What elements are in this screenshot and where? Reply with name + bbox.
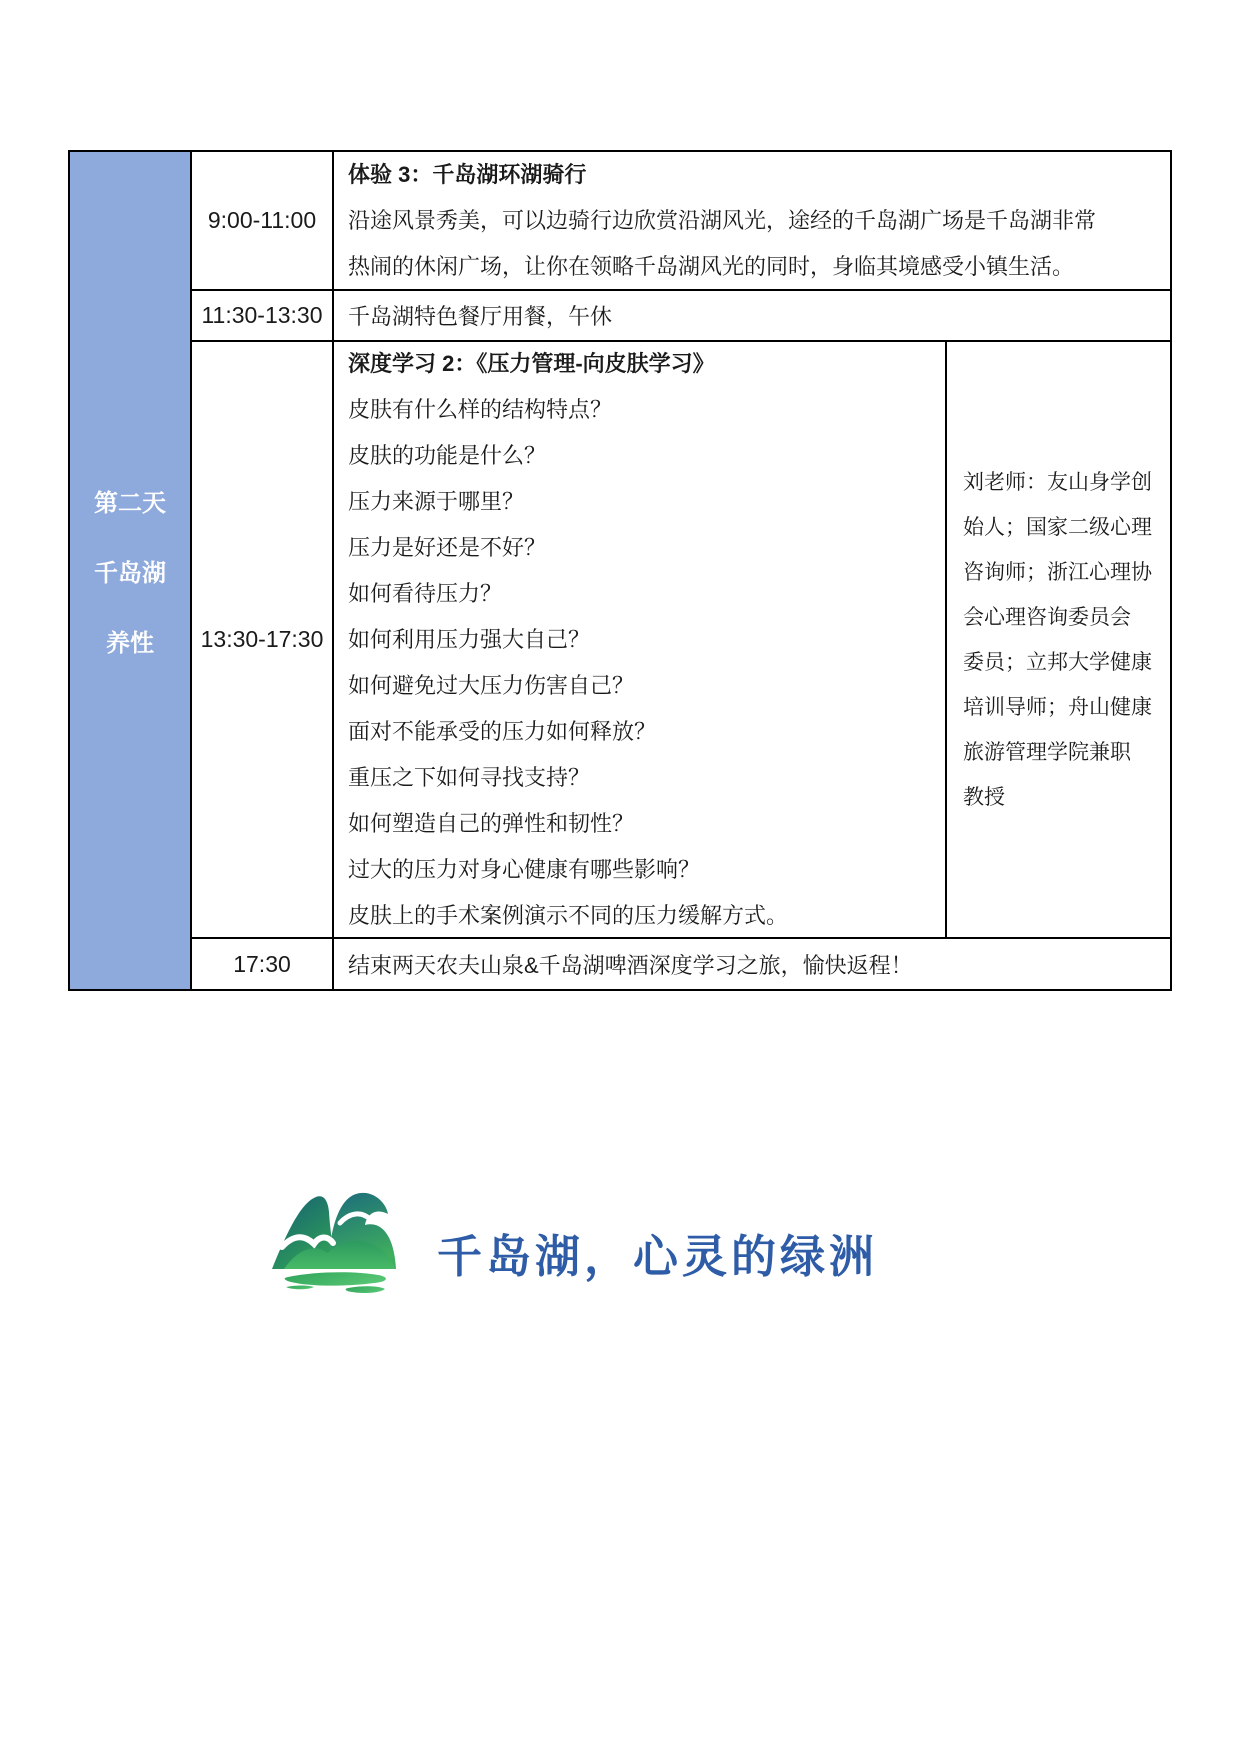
time-label: 13:30-17:30 [200,626,324,652]
activity-departure-cell [334,939,1170,989]
day-label: 第二天 [94,490,166,517]
question-line: 如何看待压力？ [348,580,503,606]
day-label: 千岛湖 [94,560,166,587]
activity-title: 体验 3：千岛湖环湖骑行 [348,161,587,187]
question-line: 如何塑造自己的弹性和韧性？ [348,810,635,836]
question-line: 皮肤上的手术案例演示不同的压力缓解方式。 [348,902,789,928]
activity-line: 沿途风景秀美，可以边骑行边欣赏沿湖风光，途经的千岛湖广场是千岛湖非常 [348,207,1097,233]
instructor-line: 刘老师：友山身学创 [963,470,1152,494]
time-cell-afternoon [192,342,334,939]
question-line: 过大的压力对身心健康有哪些影响？ [348,856,701,882]
time-label: 11:30-13:30 [201,302,323,328]
activity-title: 深度学习 2：《压力管理-向皮肤学习》 [348,350,715,376]
instructor-line: 委员；立邦大学健康 [963,650,1152,674]
schedule-table [68,150,1172,991]
question-line: 压力来源于哪里？ [348,488,525,514]
day-cell [70,152,192,989]
instructor-line: 会心理咨询委员会 [963,605,1131,629]
question-line: 压力是好还是不好？ [348,534,547,560]
time-cell-lunch [192,291,334,342]
instructor-line: 培训导师；舟山健康 [963,695,1152,719]
instructor-line: 始人；国家二级心理 [963,515,1152,539]
question-line: 面对不能承受的压力如何释放？ [348,718,657,744]
instructor-line: 旅游管理学院兼职 [963,740,1131,764]
activity-line: 结束两天农夫山泉&千岛湖啤酒深度学习之旅，愉快返程！ [348,952,913,978]
question-line: 如何利用压力强大自己？ [348,626,591,652]
question-line: 皮肤有什么样的结构特点？ [348,396,613,422]
activity-line: 热闹的休闲广场，让你在领略千岛湖风光的同时，身临其境感受小镇生活。 [348,253,1075,279]
activity-cycling-cell [334,152,1170,291]
question-line: 如何避免过大压力伤害自己？ [348,672,635,698]
time-cell-departure [192,939,334,989]
logo-mountain-icon [268,1183,410,1307]
time-cell-morning [192,152,334,291]
instructor-line: 咨询师；浙江心理协 [963,560,1152,584]
instructor-info [947,342,1170,939]
question-line: 重压之下如何寻找支持？ [348,764,591,790]
activity-learning-cell [334,342,947,939]
slogan-text: 千岛湖，心灵的绿洲 [437,1230,879,1283]
activity-lunch-cell [334,291,1170,342]
time-label: 9:00-11:00 [207,207,317,233]
day-label: 养性 [106,630,154,657]
activity-line: 千岛湖特色餐厅用餐，午休 [348,304,613,329]
question-line: 皮肤的功能是什么？ [348,442,547,468]
instructor-line: 教授 [963,785,1005,809]
time-label: 17:30 [233,950,291,977]
